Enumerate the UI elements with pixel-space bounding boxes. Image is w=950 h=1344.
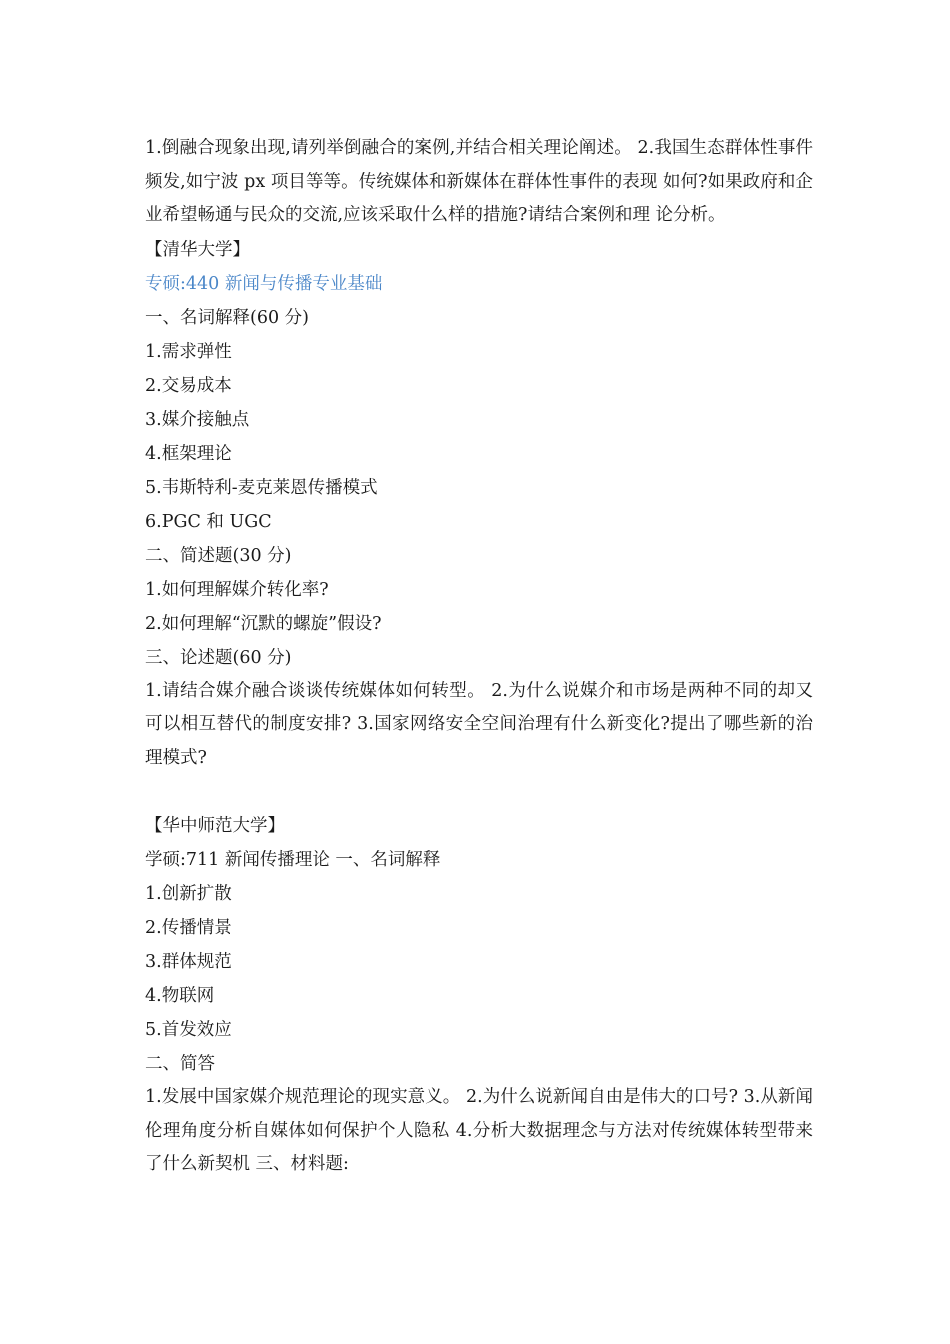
ccnu-program: 学硕:711 新闻传播理论 一、名词解释: [145, 850, 441, 870]
paragraph-spacer: [145, 775, 813, 809]
list-item: 4.框架理论: [145, 443, 232, 464]
list-item: 6.PGC 和 UGC: [145, 511, 272, 532]
tsinghua-section-3-paragraph: 1.请结合媒介融合谈谈传统媒体如何转型。 2.为什么说媒介和市场是两种不同的却又可以相互替代的制度安排? 3.国家网络安全空间治理有什么新变化?提出了哪些新的治理模式?: [145, 680, 813, 768]
list-item: 1.需求弹性: [145, 341, 232, 362]
list-item: 4.物联网: [145, 986, 215, 1006]
tsinghua-program-link[interactable]: 专硕:440 新闻与传播专业基础: [145, 273, 383, 294]
list-item: 2.交易成本: [145, 375, 232, 396]
list-item: 3.媒介接触点: [145, 409, 250, 430]
list-item: 5.首发效应: [145, 1020, 232, 1040]
tsinghua-section-2-title: 二、简述题(30 分): [145, 545, 292, 566]
document-page: [145, 132, 813, 1182]
ccnu-heading: 【华中师范大学】: [145, 816, 285, 836]
ccnu-section-2-paragraph: 1.发展中国家媒介规范理论的现实意义。 2.为什么说新闻自由是伟大的口号? 3.从新闻伦理角度分析自媒体如何保护个人隐私 4.分析大数据理念与方法对传统媒体转型带来了什么新契机 三、材料题:: [145, 1087, 813, 1174]
list-item: 5.韦斯特利-麦克莱恩传播模式: [145, 477, 378, 498]
tsinghua-section-1-title: 一、名词解释(60 分): [145, 307, 309, 328]
list-item: 3.群体规范: [145, 952, 232, 972]
list-item: 2.传播情景: [145, 918, 232, 938]
list-item: 2.如何理解“沉默的螺旋”假设?: [145, 613, 382, 634]
intro-paragraph: 1.倒融合现象出现,请列举倒融合的案例,并结合相关理论阐述。 2.我国生态群体性事件频发,如宁波 px 项目等等。传统媒体和新媒体在群体性事件的表现 如何?如果政府和企业希望畅通与民众的交流,应该采取什么样的措施?请结合案例和理 论分析。: [145, 138, 813, 225]
tsinghua-heading: 【清华大学】: [145, 239, 250, 260]
list-item: 1.如何理解媒介转化率?: [145, 579, 329, 600]
tsinghua-section-3-title: 三、论述题(60 分): [145, 647, 292, 668]
list-item: 1.创新扩散: [145, 884, 232, 904]
ccnu-section-2-title: 二、简答: [145, 1054, 215, 1074]
